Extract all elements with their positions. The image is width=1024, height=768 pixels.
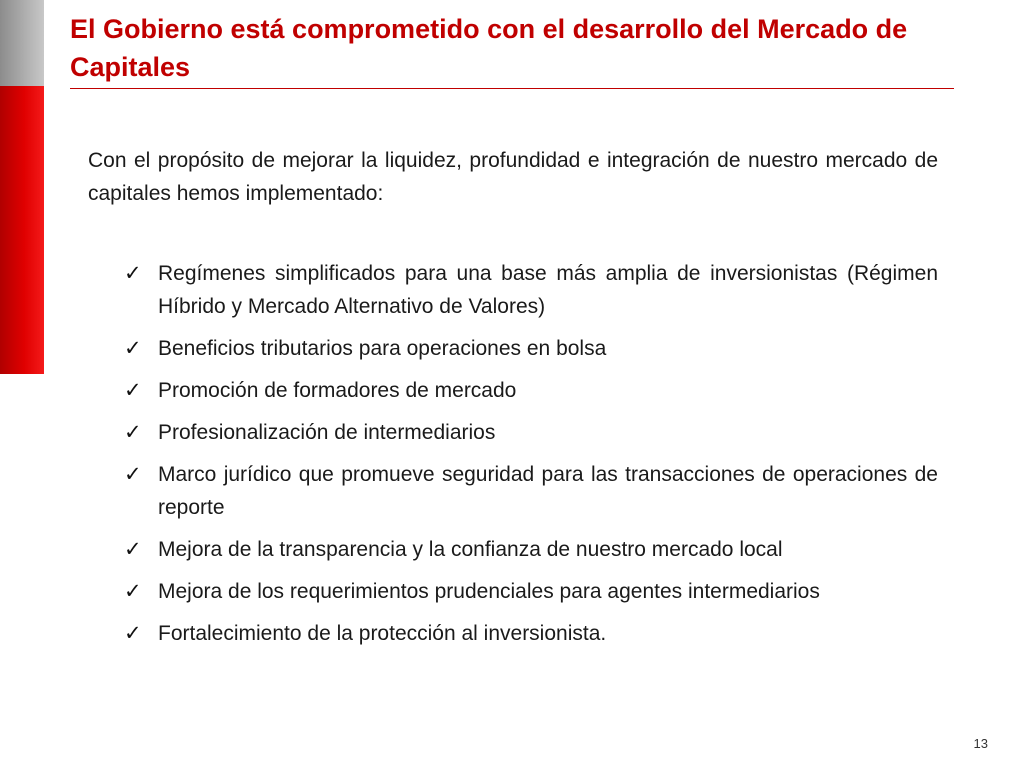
slide-title: El Gobierno está comprometido con el desarrollo del Mercado de Capitales <box>70 14 908 82</box>
list-item-text: Mejora de la transparencia y la confianza de nuestro mercado local <box>158 538 783 561</box>
list-item-text: Promoción de formadores de mercado <box>158 379 517 402</box>
list-item <box>124 575 938 608</box>
title-divider <box>70 88 954 89</box>
check-icon: ✓ <box>124 337 142 360</box>
check-icon: ✓ <box>124 538 142 561</box>
check-icon: ✓ <box>124 379 142 402</box>
check-icon: ✓ <box>124 580 142 603</box>
check-icon: ✓ <box>124 463 142 486</box>
check-icon: ✓ <box>124 262 142 285</box>
intro-paragraph: Con el propósito de mejorar la liquidez, profundidad e integración de nuestro mercado de capitales hemos implementado: <box>88 149 938 205</box>
list-item <box>124 257 938 323</box>
list-item <box>124 332 938 365</box>
check-icon: ✓ <box>124 421 142 444</box>
list-item <box>124 416 938 449</box>
list-item-text: Fortalecimiento de la protección al inversionista. <box>158 622 607 645</box>
check-icon: ✓ <box>124 622 142 645</box>
side-bar-red <box>0 86 44 374</box>
list-item <box>124 617 938 650</box>
list-item <box>124 533 938 566</box>
side-bar-gray <box>0 0 44 86</box>
list-item <box>124 374 938 407</box>
list-item-text: Profesionalización de intermediarios <box>158 421 496 444</box>
list-item <box>124 458 938 524</box>
list-item-text: Beneficios tributarios para operaciones en bolsa <box>158 337 607 360</box>
list-item-text: Regímenes simplificados para una base más amplia de inversionistas (Régimen Híbrido y Mercado Alternativo de Valores) <box>158 262 938 318</box>
bullet-list <box>124 257 938 659</box>
page-number: 13 <box>973 736 988 751</box>
list-item-text: Marco jurídico que promueve seguridad para las transacciones de operaciones de reporte <box>158 463 938 519</box>
list-item-text: Mejora de los requerimientos prudenciales para agentes intermediarios <box>158 580 820 603</box>
